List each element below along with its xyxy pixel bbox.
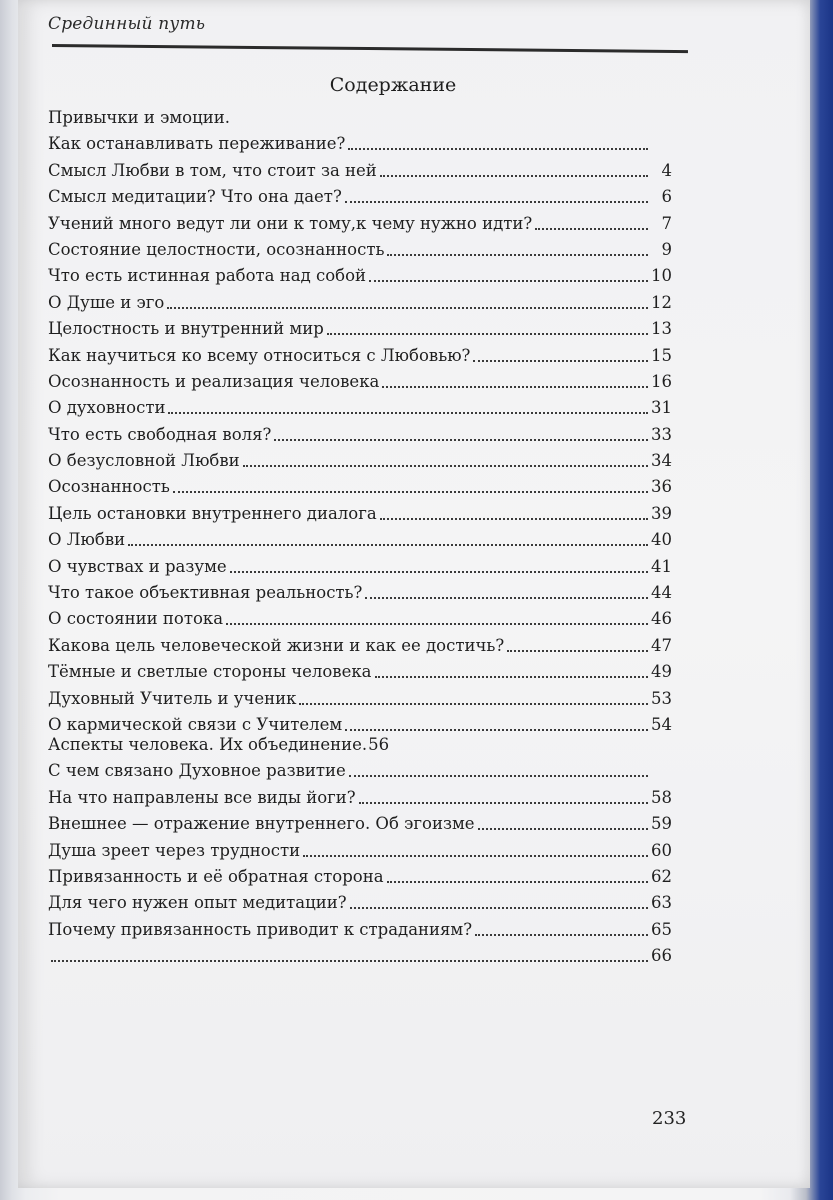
toc-entry-title: Осознанность и реализация человека (48, 371, 380, 391)
toc-entry-page: 10 (651, 266, 672, 286)
toc-entry-page: 54 (651, 714, 672, 734)
toc-entry (48, 735, 672, 755)
toc-entry-title: Внешнее — отражение внутреннего. Об эгоизме (48, 814, 475, 834)
toc-leader-dots (350, 907, 648, 909)
toc-entry (48, 755, 672, 781)
toc-entry-title: Привычки и эмоции. (48, 108, 230, 127)
toc-entry-title: О кармической связи с Учителем (48, 714, 343, 734)
toc-entry-title: Почему привязанность приводит к страданиям? (48, 919, 473, 939)
book-page (18, 0, 810, 1188)
toc-entry (48, 108, 672, 128)
toc-entry-title: Осознанность (48, 477, 170, 497)
toc-leader-dots (369, 280, 648, 282)
toc-entry-title: О безусловной Любви (48, 451, 240, 471)
toc-entry-page: 16 (651, 371, 672, 391)
toc-entry (48, 181, 672, 207)
toc-entry (48, 339, 672, 365)
toc-entry-title: Смысл Любви в том, что стоит за ней (48, 160, 377, 180)
toc-entry (48, 577, 672, 603)
toc-leader-dots (380, 175, 648, 177)
toc-entry-page: 39 (651, 503, 672, 523)
toc-entry-page: 41 (651, 556, 672, 576)
toc-leader-dots (382, 386, 648, 388)
toc-entry (48, 834, 672, 860)
header-rule (52, 44, 688, 53)
toc-entry-title: О Душе и эго (48, 292, 165, 312)
toc-entry-title: Душа зреет через трудности (48, 840, 301, 860)
toc-entry-page: 44 (651, 583, 672, 603)
toc-entry-page: 9 (661, 239, 672, 259)
toc-entry-page: 53 (651, 688, 672, 708)
toc-leader-dots (274, 439, 648, 441)
toc-leader-dots (303, 855, 648, 857)
toc-title: Содержание (329, 74, 457, 96)
toc-entry (48, 940, 672, 966)
toc-leader-dots (345, 201, 648, 203)
toc-entry-title: Как научиться ко всему относиться с Любовью? (48, 345, 471, 365)
toc-entry-page: 13 (651, 319, 672, 339)
toc-leader-dots (535, 228, 648, 230)
toc-entry-page: 60 (651, 840, 672, 860)
toc-leader-dots (128, 544, 648, 546)
toc-entry-page: 46 (651, 609, 672, 629)
toc-entry-title: Для чего нужен опыт медитации? (48, 893, 347, 913)
toc-entry-title: Какова цель человеческой жизни и как ее достичь? (48, 635, 505, 655)
toc-leader-dots (380, 518, 648, 520)
toc-entry (48, 128, 672, 154)
toc-entry (48, 497, 672, 523)
toc-leader-dots (327, 333, 648, 335)
toc-entry-page: 6 (661, 187, 672, 207)
toc-leader-dots (507, 650, 648, 652)
toc-leader-dots (365, 597, 648, 599)
toc-entry (48, 445, 672, 471)
toc-entry-page: 58 (651, 787, 672, 807)
toc-leader-dots (359, 802, 648, 804)
toc-entry (48, 471, 672, 497)
toc-entry-page: 59 (651, 814, 672, 834)
toc-entry-page: 7 (661, 213, 672, 233)
toc-leader-dots (349, 775, 648, 777)
toc-entry-page: 49 (651, 662, 672, 682)
toc-entry (48, 313, 672, 339)
toc-leader-dots (230, 571, 648, 573)
toc-entry-title: Что такое объективная реальность? (48, 583, 363, 603)
toc-entry (48, 629, 672, 655)
toc-entry (48, 550, 672, 576)
toc-entry-title: О чувствах и разуме (48, 556, 227, 576)
toc-leader-dots (475, 934, 648, 936)
toc-entry-title: О духовности (48, 398, 166, 418)
toc-leader-dots (299, 703, 648, 705)
toc-entry-page: 34 (651, 451, 672, 471)
toc-entry (48, 234, 672, 260)
toc-entry-title: Тёмные и светлые стороны человека (48, 662, 372, 682)
toc-leader-dots (226, 623, 648, 625)
toc-entry (48, 887, 672, 913)
toc-entry-page: 47 (651, 635, 672, 655)
toc-leader-dots (478, 828, 648, 830)
toc-entry (48, 392, 672, 418)
toc-entry-title: Целостность и внутренний мир (48, 319, 324, 339)
toc-entry-title: Что есть истинная работа над собой (48, 266, 367, 286)
toc-entry-page: 4 (661, 160, 672, 180)
page-number: 233 (652, 1108, 687, 1129)
toc-entry-title: На что направлены все виды йоги? (48, 787, 356, 807)
toc-entry (48, 603, 672, 629)
toc-entry (48, 524, 672, 550)
toc-entry-page: 15 (651, 345, 672, 365)
toc-entry (48, 286, 672, 312)
toc-entry-title: Духовный Учитель и ученик (48, 688, 297, 708)
toc-entry-page: 62 (651, 866, 672, 886)
toc-entry-title: Как останавливать переживание? (48, 134, 346, 154)
toc-leader-dots (375, 676, 649, 678)
toc-entry-page: 40 (651, 530, 672, 550)
toc-entry-title: О Любви (48, 530, 126, 550)
toc-entry-title: Аспекты человека. Их объединение. (48, 734, 368, 754)
toc-leader-dots (387, 881, 648, 883)
toc-entry-title: Учений много ведут ли они к тому,к чему нужно идти? (48, 213, 533, 233)
toc-entry-page: 36 (651, 477, 672, 497)
toc-entry (48, 861, 672, 887)
toc-entry-page: 63 (651, 893, 672, 913)
toc-entry-page: 31 (651, 398, 672, 418)
toc-leader-dots (173, 491, 648, 493)
toc-leader-dots (168, 412, 648, 414)
toc-leader-dots (51, 960, 648, 962)
toc-leader-dots (345, 729, 648, 731)
toc-entry-title: С чем связано Духовное развитие (48, 761, 346, 781)
toc-entry (48, 656, 672, 682)
toc-leader-dots (387, 254, 648, 256)
toc-entry (48, 913, 672, 939)
toc-leader-dots (473, 360, 648, 362)
toc-entry (48, 808, 672, 834)
toc-entry-title: Что есть свободная воля? (48, 424, 272, 444)
toc-leader-dots (167, 307, 648, 309)
toc-entry-page: 66 (651, 946, 672, 966)
toc-leader-dots (243, 465, 648, 467)
toc-entry-title: Состояние целостности, осознанность (48, 239, 385, 259)
toc-entry-title: О состоянии потока (48, 609, 224, 629)
toc-entry (48, 781, 672, 807)
toc-entry (48, 154, 672, 180)
running-head: Срединный путь (48, 14, 206, 34)
toc-entry (48, 682, 672, 708)
toc-entry-page: 33 (651, 424, 672, 444)
toc-entry (48, 709, 672, 735)
toc-entry (48, 207, 672, 233)
toc-entry-page: 12 (651, 292, 672, 312)
toc-entry (48, 366, 672, 392)
toc-entry-title: Смысл медитации? Что она дает? (48, 187, 342, 207)
toc-entry (48, 418, 672, 444)
table-of-contents (48, 108, 672, 966)
toc-leader-dots (348, 148, 648, 150)
toc-entry-title: Цель остановки внутреннего диалога (48, 503, 377, 523)
toc-entry-title: Привязанность и её обратная сторона (48, 866, 384, 886)
toc-entry (48, 260, 672, 286)
toc-entry-page: 65 (651, 919, 672, 939)
toc-entry-page: 56 (368, 734, 390, 754)
